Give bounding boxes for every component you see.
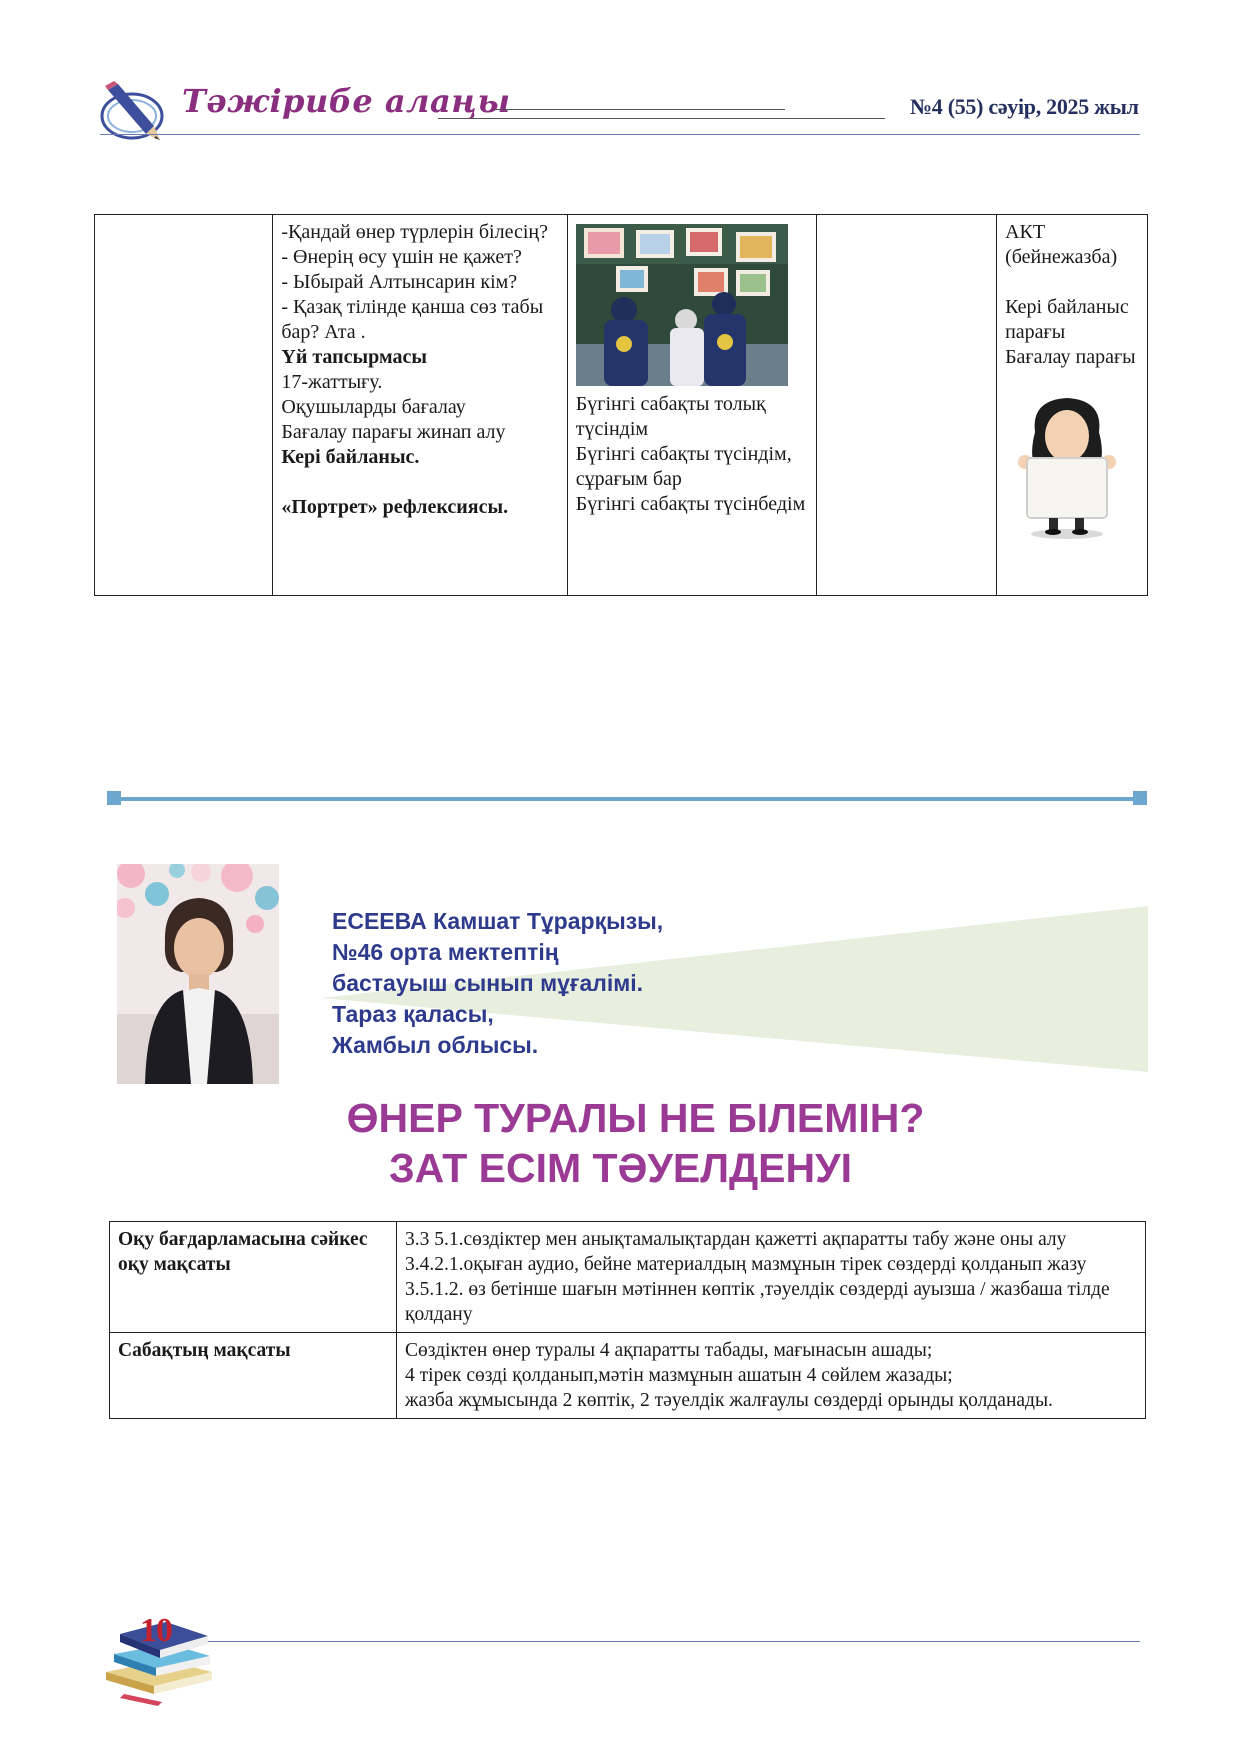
section-divider [118, 797, 1138, 801]
table-cell-empty [816, 215, 996, 596]
table-row [95, 215, 1148, 596]
activities-list [281, 220, 558, 520]
activity-line: - Қазақ тілінде қанша сөз табы бар? Ата . [281, 296, 544, 343]
feedback-options [576, 392, 808, 517]
article-title-line2: ЗАТ ЕСІМ ТӘУЕЛДЕНУІ [388, 1145, 853, 1191]
author-position: бастауыш сынып мұғалімі. [332, 970, 644, 996]
page-number: 10 [140, 1612, 172, 1649]
goal-item: 3.3 5.1.сөздіктер мен анықтамалықтардан қажетті ақпаратты табу және оны алу [405, 1229, 1067, 1250]
row-label: Оқу бағдарламасына сәйкес оқу мақсаты [110, 1222, 397, 1333]
row-label: Сабақтың мақсаты [110, 1333, 397, 1419]
activity-line: - Өнерің өсу үшін не қажет? [281, 246, 522, 268]
author-school: №46 орта мектептің [332, 939, 559, 965]
resources-list [1005, 220, 1139, 370]
table-row [110, 1222, 1146, 1333]
girl-with-sign-illustration [1015, 392, 1119, 540]
pencil-logo-icon [98, 78, 170, 148]
feedback-option: Бүгінгі сабақты толық түсіндім [575, 393, 766, 440]
magazine-title: Тәжірибе алаңы [182, 82, 511, 120]
author-info [332, 906, 663, 1061]
article-title-line1: ӨНЕР ТУРАЛЫ НЕ БІЛЕМІН? [346, 1095, 925, 1141]
resource-item: Кері байланыс парағы [1005, 296, 1129, 343]
goal-item: 4 тірек сөзді қолданып,мәтін мазмұнын ашатын 4 сөйлем жазады; [405, 1365, 953, 1386]
lesson-goals-table [109, 1221, 1146, 1419]
header-rule [100, 134, 1140, 135]
goal-item: жазба жұмысында 2 көптік, 2 тәуелдік жалғаулы сөздерді орынды қолданады. [405, 1390, 1053, 1411]
lesson-continuation-table [94, 214, 1148, 596]
article-title [0, 1093, 1241, 1193]
activity-line: Кері байланыс. [281, 446, 420, 468]
activity-line: Бағалау парағы жинап алу [281, 421, 506, 443]
activities-cell [273, 215, 567, 596]
goal-item: 3.5.1.2. өз бетінше шағын мәтіннен көптік ,тәуелдік сөздерді ауызша / жазбаша тілде қолдану [405, 1279, 1110, 1325]
activity-line: - Ыбырай Алтынсарин кім? [281, 271, 518, 293]
divider-end-square [1133, 791, 1147, 805]
resource-item: Бағалау парағы [1005, 346, 1136, 368]
header-decor-line [438, 118, 885, 119]
feedback-option: Бүгінгі сабақты түсіндім, сұрағым бар [575, 443, 792, 490]
table-cell-empty [95, 215, 273, 596]
goal-item: 3.4.2.1.оқыған аудио, бейне материалдың мазмұнын тірек сөздерді қолданып жазу [405, 1254, 1087, 1275]
activity-line: Оқушыларды бағалау [281, 396, 466, 418]
feedback-cell [567, 215, 816, 596]
resource-item: АКТ (бейнежазба) [1005, 221, 1118, 268]
activity-line [281, 470, 558, 495]
author-name: ЕСЕЕВА Камшат Тұрарқызы, [332, 908, 664, 934]
author-city: Тараз қаласы, [332, 1001, 494, 1027]
feedback-option: Бүгінгі сабақты түсінбедім [575, 493, 806, 515]
footer-rule [205, 1641, 1140, 1642]
activity-line: Үй тапсырмасы [281, 346, 427, 368]
activity-line: «Портрет» рефлексиясы. [281, 496, 509, 518]
divider-end-square [107, 791, 121, 805]
row-content [397, 1333, 1146, 1419]
resource-item [1005, 270, 1139, 295]
activity-line: 17-жаттығу. [281, 371, 383, 393]
row-content [397, 1222, 1146, 1333]
resources-cell [997, 215, 1148, 596]
classroom-photo [576, 224, 788, 386]
header-decor-line [495, 109, 785, 110]
goal-item: Сөздіктен өнер туралы 4 ақпаратты табады, мағынасын ашады; [405, 1340, 933, 1361]
activity-line: -Қандай өнер түрлерін білесің? [281, 221, 548, 243]
author-region: Жамбыл облысы. [332, 1032, 539, 1058]
table-row [110, 1333, 1146, 1419]
author-portrait [117, 864, 279, 1084]
issue-label: №4 (55) сәуір, 2025 жыл [910, 94, 1139, 119]
